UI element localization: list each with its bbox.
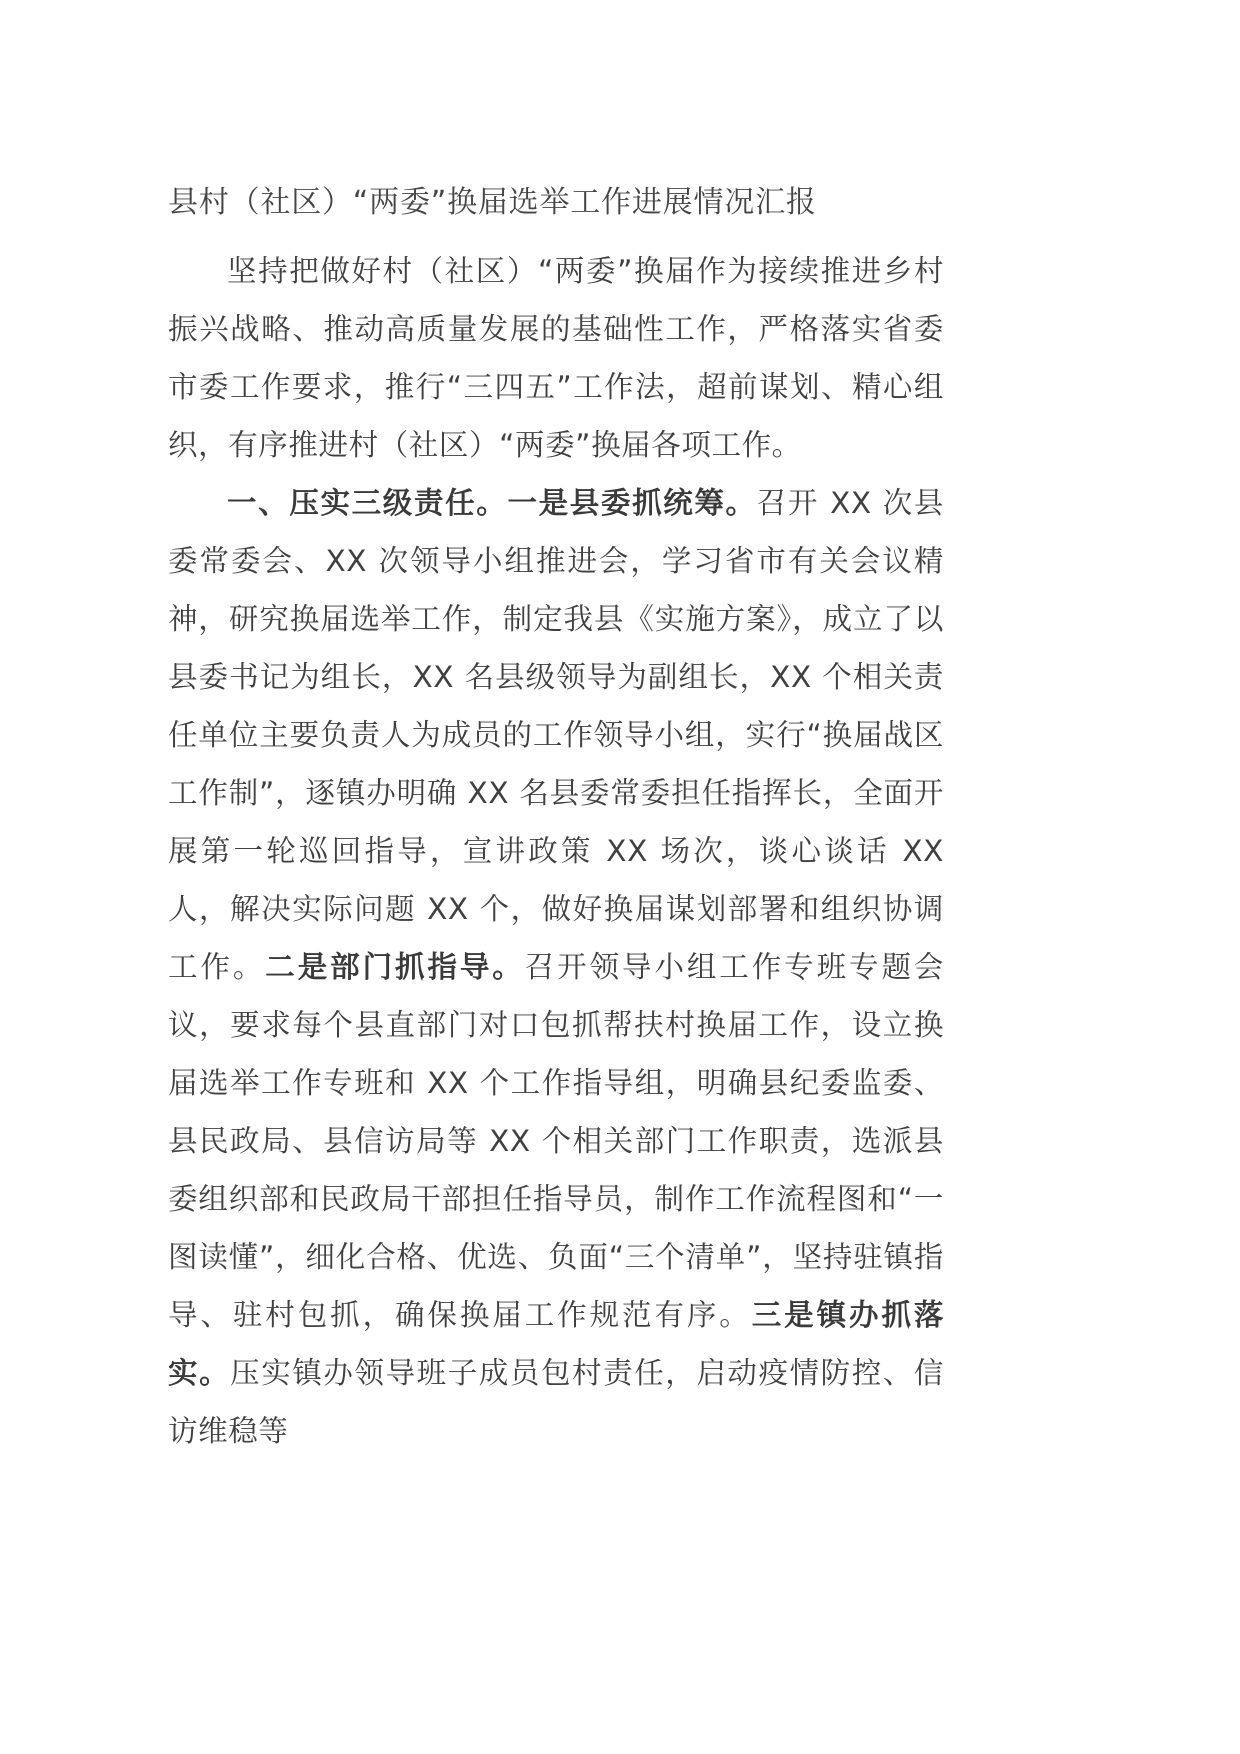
- section-one-paragraph: [168, 474, 944, 1460]
- county-committee-text: 召开 XX 次县委常委会、XX 次领导小组推进会，学习省市有关会议精神，研究换届选举工作，制定我县《实施方案》，成立了以县委书记为组长，XX 名县级领导为副组长，XX 个相关责任单位主要负责人为成员的工作领导小组，实行“换届战区工作制”，逐镇办明确 XX 名县委常委担任指挥长，全面开展第一轮巡回指导，宣讲政策 XX 场次，谈心谈话 XX 人，解决实际问题 XX 个，做好换届谋划部署和组织协调工作。: [168, 486, 944, 984]
- subheading-departments: 二是部门抓指导。: [265, 950, 525, 984]
- document-page: [168, 178, 944, 1460]
- subheading-towns: 三是镇办抓落实。: [168, 1298, 944, 1390]
- subheading-county-committee: 一是县委抓统筹。: [507, 486, 757, 520]
- departments-text: 召开领导小组工作专班专题会议，要求每个县直部门对口包抓帮扶村换届工作，设立换届选举工作专班和 XX 个工作指导组，明确县纪委监委、县民政局、县信访局等 XX 个相关部门工作职责，选派县委组织部和民政局干部担任指导员，制作工作流程图和“一图读懂”，细化合格、优选、负面“三个清单”，坚持驻镇指导、驻村包抓，确保换届工作规范有序。: [168, 950, 944, 1332]
- towns-text: 压实镇办领导班子成员包村责任，启动疫情防控、信访维稳等: [168, 1356, 944, 1448]
- document-title: 县村（社区）“两委”换届选举工作进展情况汇报: [168, 185, 817, 220]
- section-heading-1: 一、压实三级责任。: [227, 486, 508, 520]
- intro-text: 坚持把做好村（社区）“两委”换届作为接续推进乡村振兴战略、推动高质量发展的基础性工作，严格落实省委市委工作要求，推行“三四五”工作法，超前谋划、精心组织，有序推进村（社区）“两委”换届各项工作。: [168, 254, 944, 462]
- intro-paragraph: [168, 242, 944, 474]
